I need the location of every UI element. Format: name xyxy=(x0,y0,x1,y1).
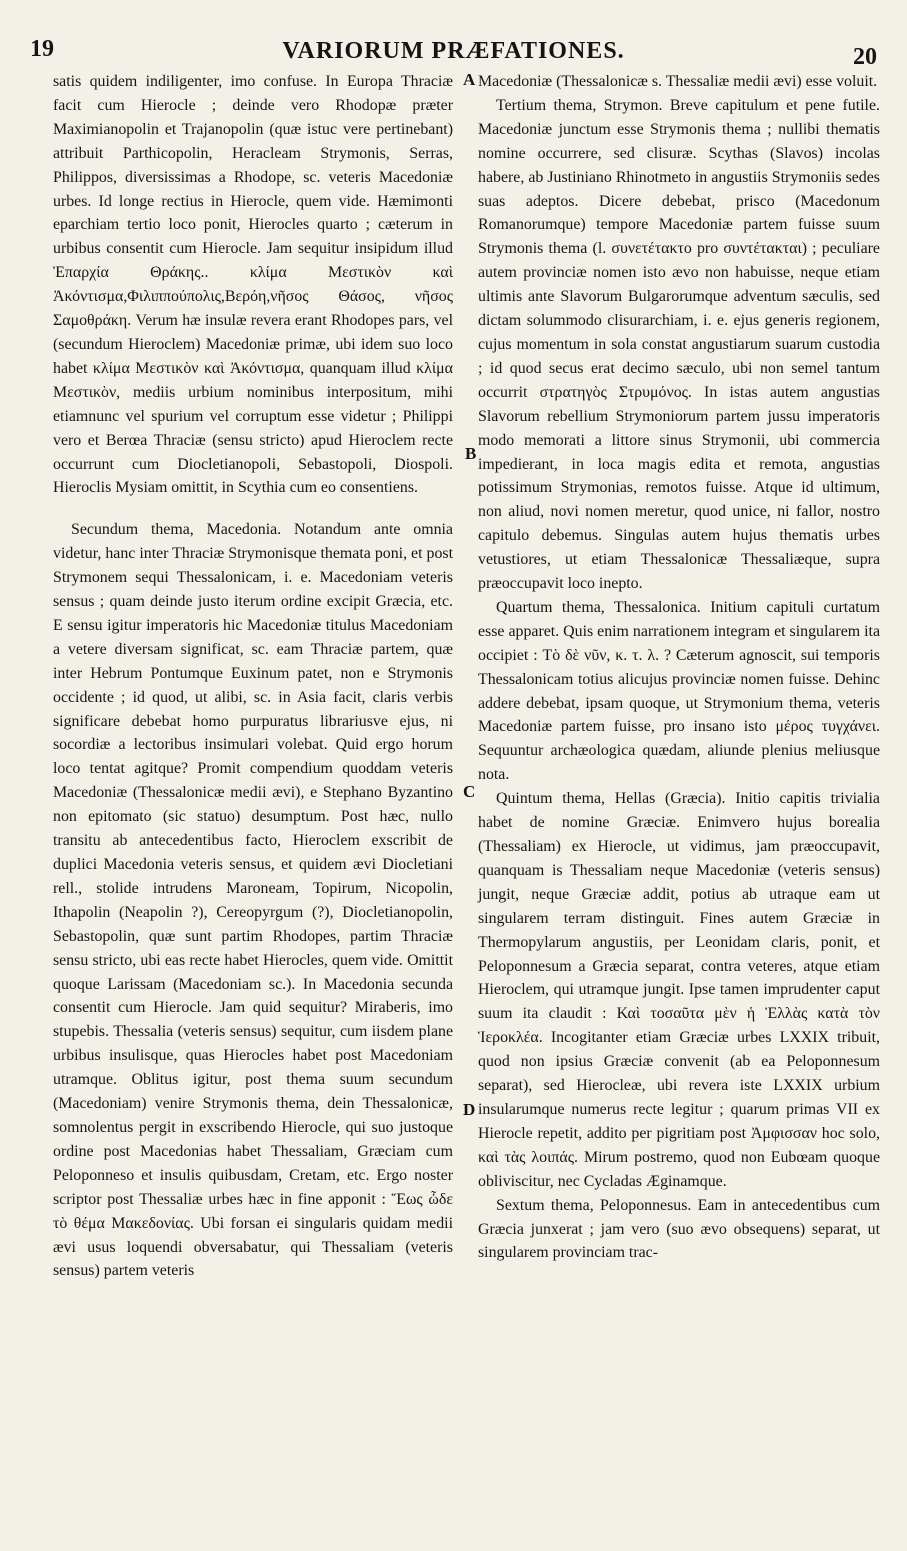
right-column xyxy=(478,70,880,1265)
running-header xyxy=(30,30,877,70)
left-paragraph-1: satis quidem indiligenter, imo confuse. In Europa Thraciæ facit cum Hierocle ; deinde vero Rhodopæ præter Maximianopolin et Trajanopolin (quæ istuc vere pertinebant) attribuit Parthicopolin, Heracleam Strymonis, Serras, Philippos, diversissimas a Rhodope, sc. veteris Macedoniæ urbes. Id longe rectius in Hierocle, quem vide. Hæmimonti eparchiam tertio loco ponit, Hierocles quarto ; cæterum in urbibus consentit cum Hierocle. Jam sequitur insipidum illud Ἐπαρχία Θράκης.. κλίμα Μεστικὸν καὶ Ἀκόντισμα,Φιλιππούπολις,Βερόη,νῆσος Θάσος, νῆσος Σαμοθράκη. Verum hæ insulæ revera erant Rhodopes pars, vel (secundum Hieroclem) Macedoniæ primæ, ubi idem suo loco habet κλίμα Μεστικὸν καὶ Ἀκόντισμα, quanquam illud κλίμα Μεστικὸν, mediis urbium nominibus interpositum, mihi etiamnunc vel spurium vel corruptum esse videtur ; Philippi vero et Berœa Thraciæ (sensu stricto) apud Hieroclem recte occurrunt cum Diocletianopoli, Sebastopoli, Diospoli. Hieroclis Mysiam omittit, in Scythia cum eo consentiens. xyxy=(53,73,453,497)
left-column xyxy=(53,70,453,1283)
right-paragraph-3: Quartum thema, Thessalonica. Initium capituli curtatum esse apparet. Quis enim narrationem integram et singularem ita occipiet : Τὸ δὲ νῦν, κ. τ. λ. ? Cæterum agnoscit, sui temporis Thessalonicam totius alicujus provinciæ nomen fuisse. Dehinc addere debebat, ipsam quoque, ut Strymonium thema, veteris Macedoniæ partem fuisse, pro insano isto μέρος τυγχάνει. Sequuntur archæologica quædam, aliunde plenius meliusque nota. xyxy=(478,598,880,784)
page-number-right: 20 xyxy=(853,44,877,70)
right-paragraph-5: Sextum thema, Peloponnesus. Eam in antecedentibus cum Græcia junxerat ; jam vero (suo ævo obsequens) separat, ut singularem provinciam trac- xyxy=(478,1196,880,1262)
margin-marker-c: C xyxy=(463,782,476,801)
left-paragraph-2: Secundum thema, Macedonia. Notandum ante omnia videtur, hanc inter Thraciæ Strymonisque themata poni, et post Strymonem sequi Thessalonicam, i. e. Macedoniam veteris sensus ; quam deinde justo iterum ordine excipit Græcia, etc. E sensu igitur imperatoris hic Macedoniæ titulus Macedoniam a vetere diversam significat, sc. eam Thraciæ partem, quæ inter Hebrum Pontumque Euxinum patet, non e Strymonis occidente ; id quod, ut alibi, sc. in Asia facit, claris verbis significare debebat homo purpuratus librariusve ejus, ni socordiæ a lectoribus insimulari volebat. Quid ergo horum loco tentat agitque? Promit compendium quoddam veteris Macedoniæ (Thessalonicæ medii ævi), e Stephano Byzantino non epitomato (sic statuo) desumptum. Post hæc, nullo transitu ab antecedentibus facto, Hieroclem exscribit de duplici Macedonia veteris sensus, et quidem ævi Diocletiani rell., stolide intrudens Maroneam, Topirum, Nicopolin, Ithapolin (Neapolin ?), Cereopyrgum (?), Diocletianopolin, Sebastopolin, quæ sunt partim Rhodopes, partim Thraciæ sensu stricto, ubi eas recte habet Hierocles, quem vide. Omittit quoque Larissam (Macedoniam sc.). In Macedonia secunda consentit cum Hierocle. Jam quid sequitur? Miraberis, imo stupebis. Thessalia (veteris sensus) sequitur, cum iisdem plane urbibus insulisque, quas Hierocles habet post Macedoniam utramque. Oblitus igitur, post thema suum secundum (Macedoniam) venire Strymonis thema, dein Thessalonicæ, somnolentus pergit in exscribendo Hierocle, qui suo justoque ordine post Macedonias habet Thessaliam, Græciam cum Peloponneso et insulis quibusdam, Cretam, etc. Ergo noster scriptor post Thessaliæ urbes hæc in fine apponit : Ἕως ὧδε τὸ θέμα Μακεδονίας. Ubi forsan ei singularis quidam medii ævi usus loquendi obversabatur, qui Thessaliam (veteris sensus) partem veteris xyxy=(53,521,453,1280)
margin-marker-a: A xyxy=(463,70,476,89)
right-paragraph-1: Macedoniæ (Thessalonicæ s. Thessaliæ medii ævi) esse voluit. xyxy=(478,73,878,90)
page-number-left: 19 xyxy=(30,36,54,62)
right-paragraph-4: Quintum thema, Hellas (Græcia). Initio capitis trivialia habet de nomine Græciæ. Enimvero hujus borealia (Thessaliam) ex Hierocle, ut vidimus, jam præoccupavit, quanquam is Thessaliam neque Macedoniæ (veteris sensus) jungit, neque Græciæ addit, potius ab utraque eam ut singularem terram distinguit. Fines autem Græciæ in Thermopylarum angustiis, per Leonidam claris, ponit, et Peloponnesum a Græcia separat, contra veteres, atque etiam Hieroclem, qui utramque jungit. Ipse tamen imprudenter caput suum ita claudit : Καὶ τοσαῦτα μὲν ἡ Ἑλλὰς κατὰ τὸν Ἱεροκλέα. Incogitanter etiam Græciæ urbes LXXIX tribuit, quod non ipsius Græciæ convenit (ab ea Peloponnesum separat), sed Hierocleæ, ubi revera iste LXXIX urbium insularumque numerus recte legitur ; quarum primas VII ex Hierocle repetit, addito per pigritiam post Ἀμφισσαν hoc solo, καὶ τὰς λοιπάς. Mirum postremo, quod non Eubœam quoque obliviscitur, nec Cycladas Æginamque. xyxy=(478,790,880,1190)
running-title: VARIORUM PRÆFATIONES. xyxy=(282,38,625,64)
margin-marker-b: B xyxy=(465,444,477,463)
margin-marker-d: D xyxy=(463,1100,476,1119)
right-paragraph-2: Tertium thema, Strymon. Breve capitulum et pene futile. Macedoniæ junctum esse Strymonis thema ; nullibi thematis nomine occurrere, sed clisuræ. Scythas (Slavos) incolas habere, ab Justiniano Rhinotmeto in angustiis Strymoniis sedes suas adeptos. Dicere debebat, prisco (Macedonum Romanorumque) tempore Macedoniæ partem fuisse suum Strymonis thema (l. συνετέτακτο pro συντέτακται) ; peculiare autem provinciæ nomen isto ævo non habuisse, neque etiam ultimis ante Slavorum Bulgarorumque adventum sæculis, sed dictam solummodo clisurarchiam, i. e. ejus generis regionem, cujus momentum in sola constat angustiarum suarum custodia ; id quod secus erat decimo sæculo, ubi non semel tantum occurrit στρατηγὸς Στρυμόνος. In istas autem angustias Slavorum rebellium Strymoniorum partem jussu imperatoris modo memorati a littore sinus Strymonii, ubi commercia impedierant, in loca magis edita et remota, angustias potissimum Strymonias, remotos fuisse. Atque id ultimum, non aliud, novi nomen meretur, quod unice, ni fallor, nostro capitulo debemus. Singulas autem hujus thematis urbes vetustiores, ut etiam Thessalonicæ Thessaliæque, supra præoccupavit loco inepto. xyxy=(478,96,880,593)
